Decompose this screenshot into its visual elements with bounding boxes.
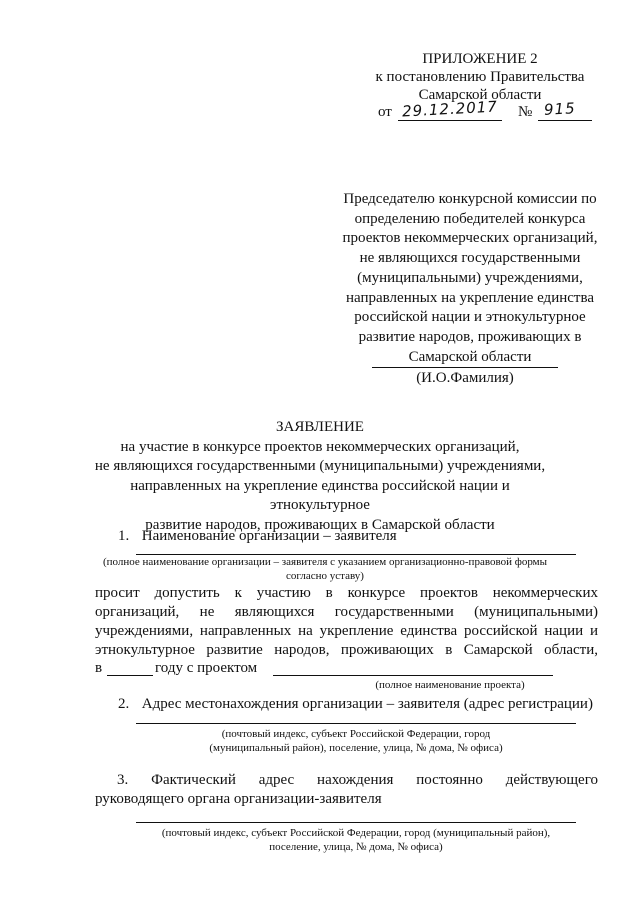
section3-text <box>95 771 598 809</box>
section2-label-row <box>118 696 593 713</box>
year-fill-line <box>107 675 153 676</box>
section1-body-line: организаций, не являющихся государственными (муниципальными) <box>95 604 598 620</box>
addressee-line: российской нации и этнокультурное <box>354 309 586 326</box>
statement-title: ЗАЯВЛЕНИЕ <box>276 419 364 435</box>
section2-fill-line <box>136 723 576 724</box>
addressee-block <box>322 190 618 367</box>
section2-number: 2. <box>118 696 130 712</box>
addressee-line: определению победителей конкурса <box>354 210 586 227</box>
appendix-block <box>360 50 600 104</box>
addressee-line: проектов некоммерческих организаций, <box>342 230 598 247</box>
addressee-line: Председателю конкурсной комиссии по <box>343 191 597 207</box>
section3-line1: 3. Фактический адрес нахождения постоянно действующего <box>117 772 598 788</box>
signature-caption: (И.О.Фамилия) <box>416 370 514 386</box>
project-fill-line <box>273 675 553 676</box>
handwritten-date: 29.12.2017 <box>401 97 499 121</box>
addressee-line: (муниципальными) учреждениями, <box>357 269 583 286</box>
addressee-line: Самарской области <box>408 348 532 365</box>
section3-caption: (почтовый индекс, субъект Российской Федерации, город (муниципальный район), поселение, улица, № дома, № офиса) <box>161 827 551 853</box>
section1-year-row <box>95 660 565 680</box>
appendix-title: ПРИЛОЖЕНИЕ 2 <box>422 51 538 67</box>
handwritten-number: 915 <box>543 99 577 119</box>
section1-label: Наименование организации – заявителя <box>141 528 397 544</box>
section1-caption: (полное наименование организации – заявителя с указанием организационно-правовой формы согласно уставу) <box>102 556 548 582</box>
section1-label-row <box>118 528 397 545</box>
section1-body-line: просит допустить к участию в конкурсе проектов некоммерческих <box>95 585 598 601</box>
section1-body <box>95 584 598 660</box>
in-label: в <box>95 660 103 676</box>
addressee-line: направленных на укрепление единства <box>346 289 594 306</box>
heading-line: на участие в конкурсе проектов некоммерческих организаций, <box>120 438 520 455</box>
heading-line: направленных на укрепление единства российской нации и этнокультурное <box>130 477 510 513</box>
statement-heading <box>80 418 560 535</box>
section1-body-line: этнокультурное развитие народов, проживающих в Самарской области, <box>95 642 598 658</box>
appendix-line2: Самарской области <box>418 87 542 103</box>
section3-line2: руководящего органа организации-заявителя <box>95 791 382 807</box>
section2-caption: (почтовый индекс, субъект Российской Федерации, город (муниципальный район), поселение, улица, № дома, № офиса) <box>209 728 503 754</box>
from-label: от <box>378 104 392 120</box>
section2-label: Адрес местонахождения организации – заявителя (адрес регистрации) <box>141 696 593 712</box>
appendix-date-row <box>378 97 608 124</box>
signature-line <box>372 367 558 368</box>
section3-fill-line <box>136 822 576 823</box>
number-label: № <box>518 104 533 120</box>
addressee-line: не являющихся государственными <box>359 250 581 267</box>
project-caption: (полное наименование проекта) <box>375 679 525 691</box>
appendix-line1: к постановлению Правительства <box>375 69 585 85</box>
section1-number: 1. <box>118 528 130 544</box>
heading-line: развитие народов, проживающих в Самарской области <box>145 516 495 533</box>
section1-body-line: учреждениями, направленных на укрепление единства российской нации и <box>95 623 598 639</box>
year-project-label: году с проектом <box>155 660 258 676</box>
heading-line: не являющихся государственными (муниципальными) учреждениями, <box>94 458 546 474</box>
addressee-line: развитие народов, проживающих в <box>358 328 582 345</box>
